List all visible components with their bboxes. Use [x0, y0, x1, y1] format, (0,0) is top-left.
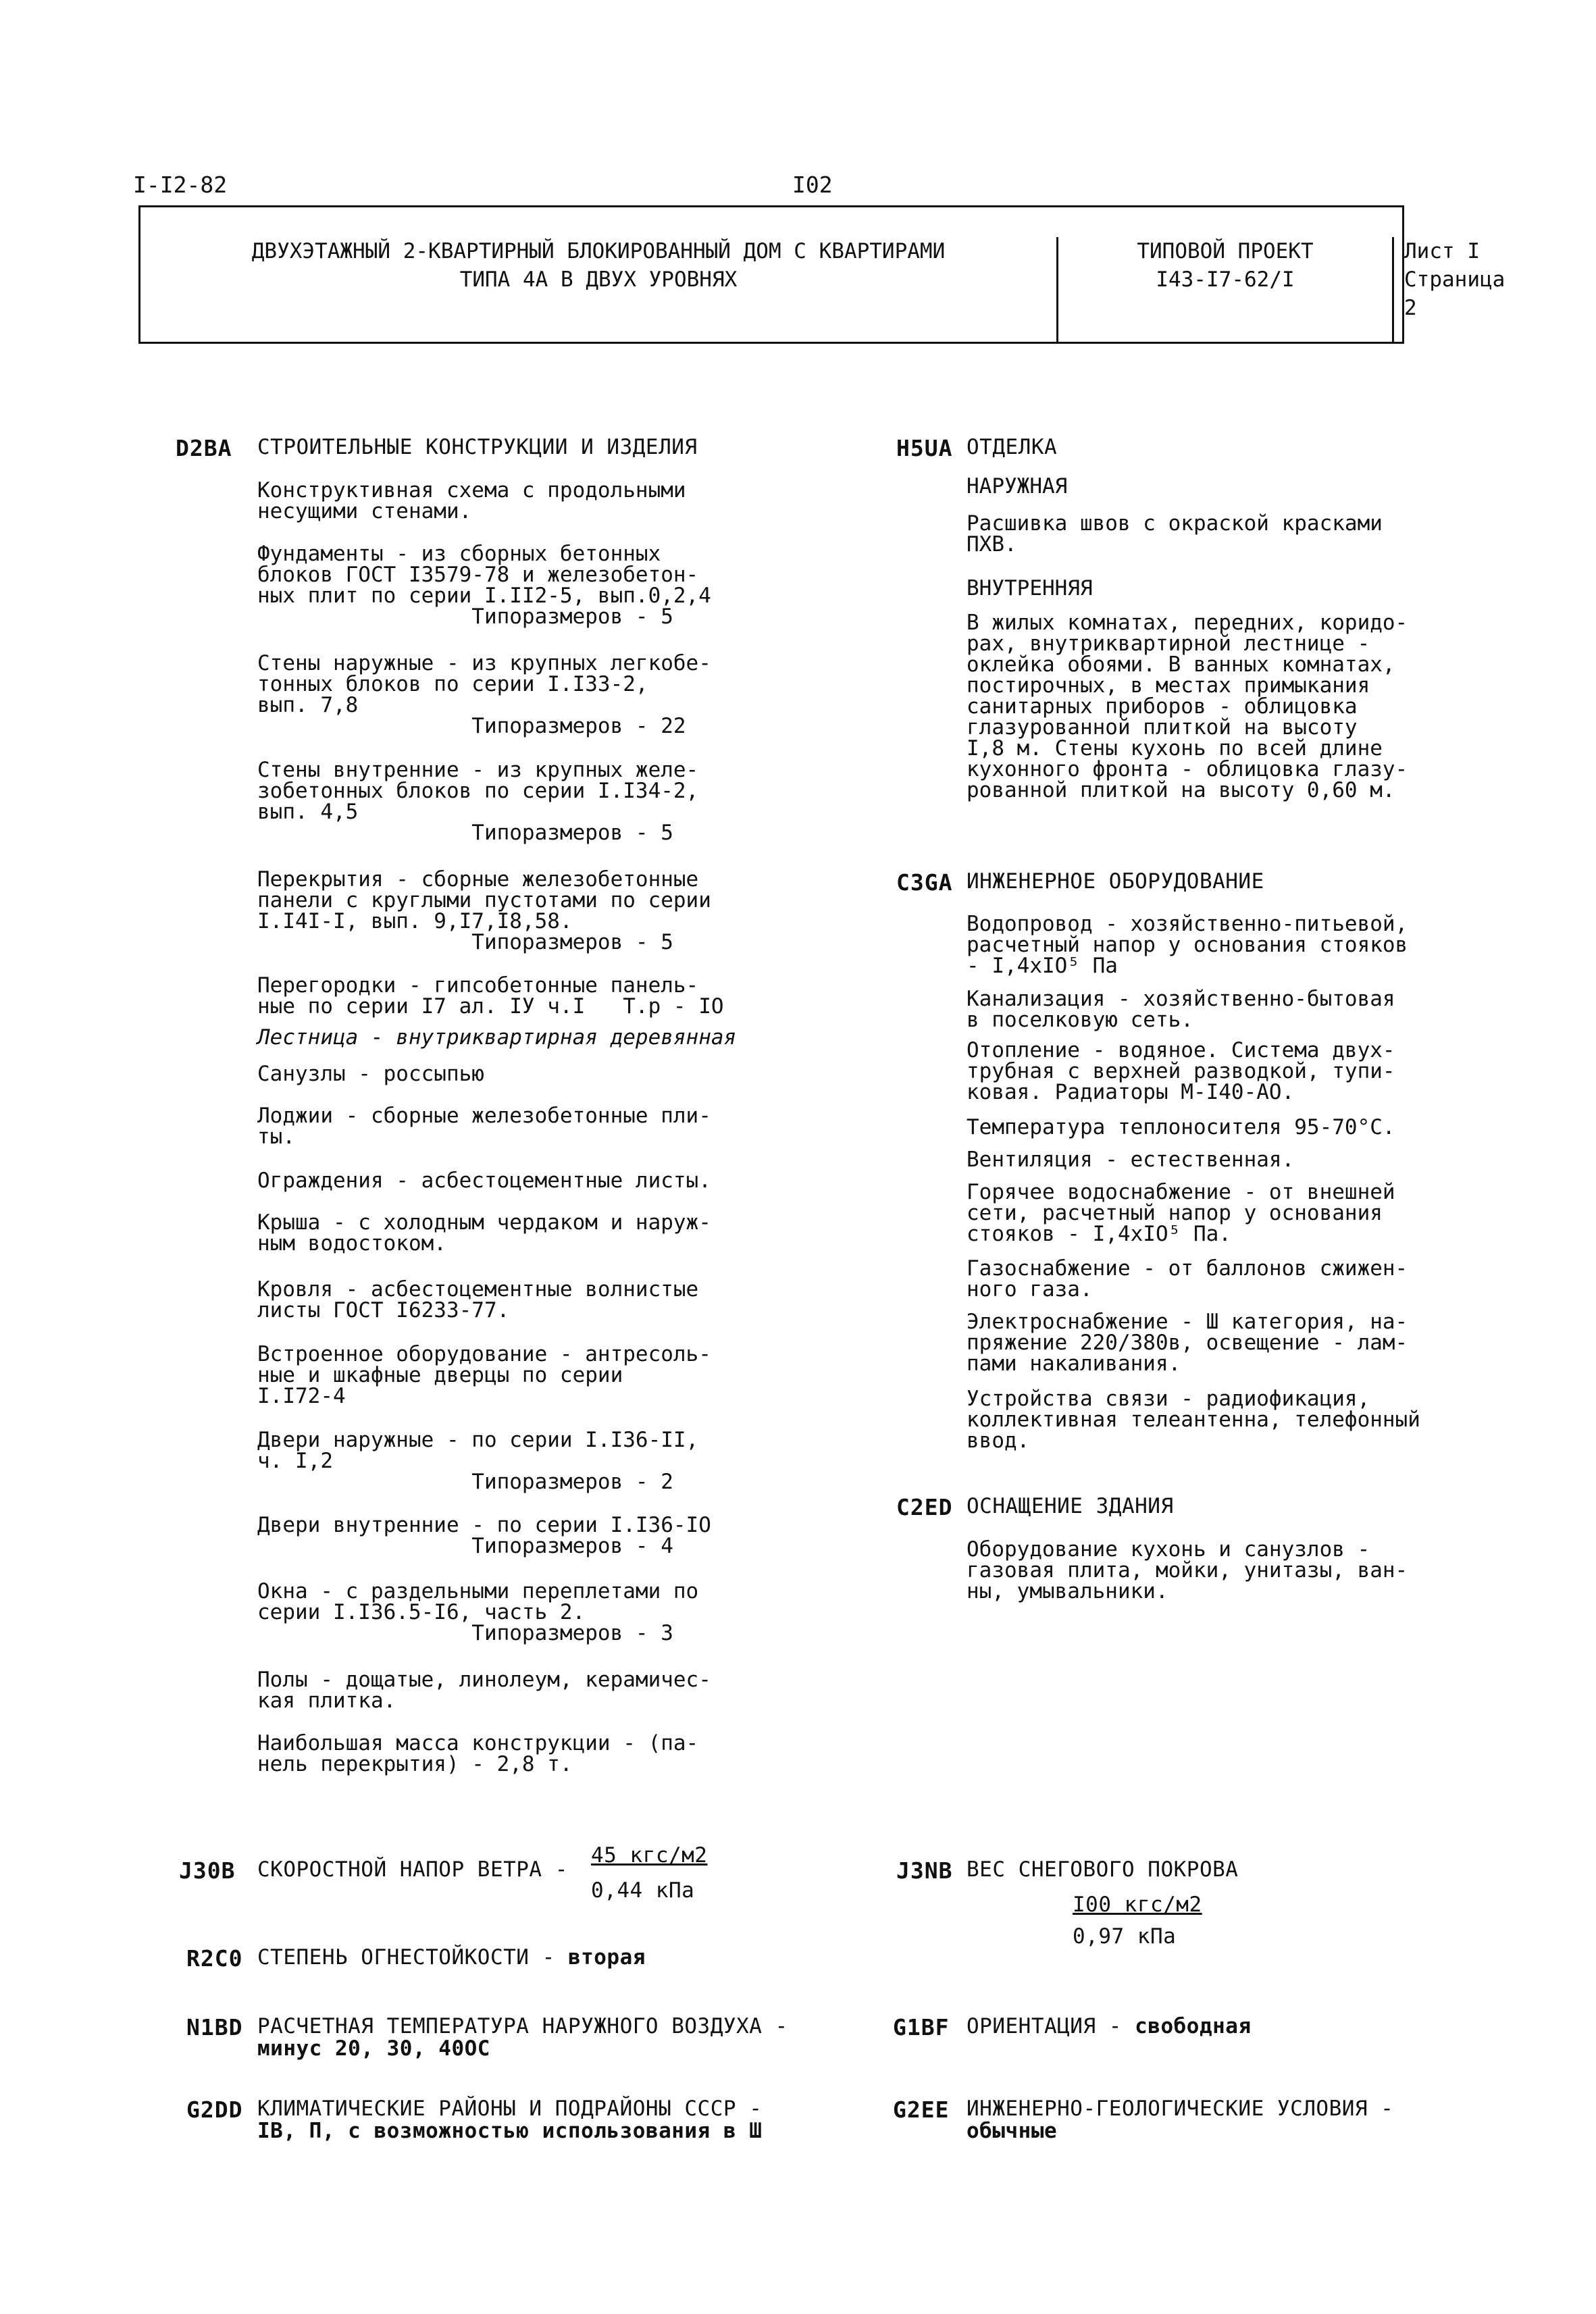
construction-item-floors: Полы - дощатые, линолеум, керамичес- кая плитка.: [257, 1668, 711, 1713]
equipment-heading: ОСНАЩЕНИЕ ЗДАНИЯ: [967, 1494, 1174, 1518]
sheet-cell: [1404, 237, 1505, 322]
construction-item-inner-doors: Двери внутренние - по серии I.I36-IO Типоразмеров - 4: [257, 1513, 711, 1558]
construction-item-outer-doors: Двери наружные - по серии I.I36-II, ч. I,2 Типоразмеров - 2: [257, 1428, 699, 1494]
finishing-exterior-text: Расшивка швов с окраской красками ПХВ.: [967, 511, 1383, 557]
construction-item-loggias: Лоджии - сборные железобетонные пли- ты.: [257, 1104, 711, 1149]
construction-item-max-mass: Наибольшая масса конструкции - (па- нель перекрытия) - 2,8 т.: [257, 1731, 699, 1776]
orientation-label: ОРИЕНТАЦИЯ -: [967, 2014, 1135, 2038]
snow-value-kpa: 0,97 кПа: [1073, 1924, 1177, 1949]
sheet-divider: [1392, 237, 1394, 344]
equipment-code: C2ED: [896, 1494, 953, 1520]
title-line-2: ТИПА 4А В ДВУХ УРОВНЯХ: [459, 267, 738, 292]
construction-item-scheme: Конструктивная схема с продольными несущими стенами.: [257, 478, 686, 523]
fire-statement: [257, 1945, 646, 1970]
engineering-ventilation: Вентиляция - естественная.: [967, 1148, 1295, 1172]
temperature-code: N1BD: [186, 2014, 243, 2040]
document-title: [140, 237, 1056, 294]
orientation-value: свободная: [1135, 2014, 1252, 2038]
equipment-text: Оборудование кухонь и санузлов - газовая плита, мойки, унитазы, ван- ны, умывальники.: [967, 1537, 1408, 1603]
engineering-heating: Отопление - водяное. Система двух- трубная с верхней разводкой, тупи- ковая. Радиаторы М-I40-АО.: [967, 1038, 1395, 1104]
finishing-exterior-label: НАРУЖНАЯ: [967, 474, 1068, 498]
engineering-communications: Устройства связи - радиофикация, коллективная телеантенна, телефонный ввод.: [967, 1387, 1420, 1453]
construction-item-fences: Ограждения - асбестоцементные листы.: [257, 1168, 711, 1193]
finishing-heading: ОТДЕЛКА: [967, 435, 1058, 459]
construction-item-foundations: Фундаменты - из сборных бетонных блоков ГОСТ I3579-78 и железобетон- ных плит по серии I.II2-5, вып.0,2,4 Типоразмеров - 5: [257, 542, 711, 629]
project-label: ТИПОВОЙ ПРОЕКТ: [1137, 239, 1314, 263]
geology-value: обычные: [967, 2119, 1058, 2143]
engineering-water-supply: Водопровод - хозяйственно-питьевой, расчетный напор у основания стояков - I,4xIO⁵ Па: [967, 912, 1408, 978]
temperature-label: РАСЧЕТНАЯ ТЕМПЕРАТУРА НАРУЖНОГО ВОЗДУХА -: [257, 2014, 788, 2038]
geology-label: ИНЖЕНЕРНО-ГЕОЛОГИЧЕСКИЕ УСЛОВИЯ -: [967, 2097, 1394, 2121]
project-number: I43-I7-62/I: [1156, 267, 1295, 292]
geology-code: G2EE: [893, 2097, 950, 2123]
construction-item-outer-walls: Стены наружные - из крупных легкобе- тонных блоков по серии I.I33-2, вып. 7,8 Типоразмеров - 22: [257, 651, 711, 738]
climate-code: G2DD: [186, 2097, 243, 2123]
finishing-code: H5UA: [896, 435, 953, 461]
construction-item-inner-walls: Стены внутренние - из крупных желе- зобетонных блоков по серии I.I34-2, вып. 4,5 Типоразмеров - 5: [257, 758, 699, 845]
page-number: I02: [792, 172, 833, 198]
engineering-sewerage: Канализация - хозяйственно-бытовая в поселковую сеть.: [967, 987, 1395, 1032]
construction-item-bathrooms: Санузлы - россыпью: [257, 1062, 484, 1086]
engineering-gas-supply: Газоснабжение - от баллонов сжижен- ного газа.: [967, 1256, 1408, 1302]
climate-value: IB, П, с возможностью использования в Ш: [257, 2119, 763, 2143]
wind-code: J30B: [179, 1857, 236, 1884]
finishing-interior-label: ВНУТРЕННЯЯ: [967, 576, 1093, 600]
fire-label: СТЕПЕНЬ ОГНЕСТОЙКОСТИ -: [257, 1945, 568, 1970]
title-line-1: ДВУХЭТАЖНЫЙ 2-КВАРТИРНЫЙ БЛОКИРОВАННЫЙ ДОМ С КВАРТИРАМИ: [251, 239, 946, 263]
wind-label: СКОРОСТНОЙ НАПОР ВЕТРА -: [257, 1857, 568, 1882]
construction-item-windows: Окна - с раздельными переплетами по серии I.I36.5-I6, часть 2. Типоразмеров - 3: [257, 1579, 699, 1645]
snow-value-kgs: I00 кгс/м2: [1073, 1893, 1202, 1917]
snow-label: ВЕС СНЕГОВОГО ПОКРОВА: [967, 1857, 1239, 1882]
wind-value-kgs: 45 кгс/м2: [591, 1843, 708, 1868]
fire-code: R2C0: [186, 1945, 243, 1972]
project-cell: [1058, 237, 1392, 294]
wind-value-kpa: 0,44 кПа: [591, 1878, 695, 1903]
construction-item-stairs: Лестница - внутриквартирная деревянная: [257, 1025, 737, 1050]
engineering-hot-water: Горячее водоснабжение - от внешней сети, расчетный напор у основания стояков - I,4xIO⁵ Па.: [967, 1180, 1395, 1246]
sheet-number: Лист I: [1404, 239, 1480, 263]
construction-item-built-in: Встроенное оборудование - антресоль- ные и шкафные дверцы по серии I.I72-4: [257, 1342, 711, 1408]
orientation-code: G1BF: [893, 2014, 950, 2040]
fire-value: вторая: [567, 1945, 646, 1970]
construction-item-partitions: Перегородки - гипсобетонные панель- ные по серии I7 ал. IУ ч.I Т.р - IO: [257, 973, 724, 1019]
construction-item-roofing: Кровля - асбестоцементные волнистые листы ГОСТ I6233-77.: [257, 1277, 699, 1322]
construction-heading: СТРОИТЕЛЬНЫЕ КОНСТРУКЦИИ И ИЗДЕЛИЯ: [257, 435, 698, 459]
finishing-interior-text: В жилых комнатах, передних, коридо- рах, внутриквартирной лестнице - оклейка обоями. В ванных комнатах, постирочных, в местах примыкания санитарных приборов - облицовка глазурованной плиткой на высоту I,8 м. Стены кухонь по всей длине кухонного фронта - облицовка глазу- рованной плиткой на высоту 0,60 м.: [967, 611, 1408, 802]
series-code: I-I2-82: [133, 172, 228, 198]
engineering-code: C3GA: [896, 869, 953, 896]
construction-item-slabs: Перекрытия - сборные железобетонные панели с круглыми пустотами по серии I.I4I-I, вып. 9,I7,I8,58. Типоразмеров - 5: [257, 867, 711, 954]
orientation-statement: [967, 2014, 1252, 2038]
engineering-heading: ИНЖЕНЕРНОЕ ОБОРУДОВАНИЕ: [967, 869, 1264, 894]
temperature-value: минус 20, 30, 40ОС: [257, 2036, 490, 2061]
snow-code: J3NB: [896, 1857, 953, 1884]
engineering-electricity: Электроснабжение - Ш категория, на- пряжение 220/380в, освещение - лам- пами накаливания.: [967, 1310, 1408, 1376]
title-block: [138, 205, 1505, 344]
construction-item-roof: Крыша - с холодным чердаком и наруж- ным водостоком.: [257, 1210, 711, 1256]
climate-label: КЛИМАТИЧЕСКИЕ РАЙОНЫ И ПОДРАЙОНЫ СССР -: [257, 2097, 763, 2121]
engineering-coolant-temperature: Температура теплоносителя 95-70°С.: [967, 1115, 1395, 1139]
construction-code: D2BA: [176, 435, 232, 461]
page-label: Страница 2: [1404, 267, 1505, 320]
